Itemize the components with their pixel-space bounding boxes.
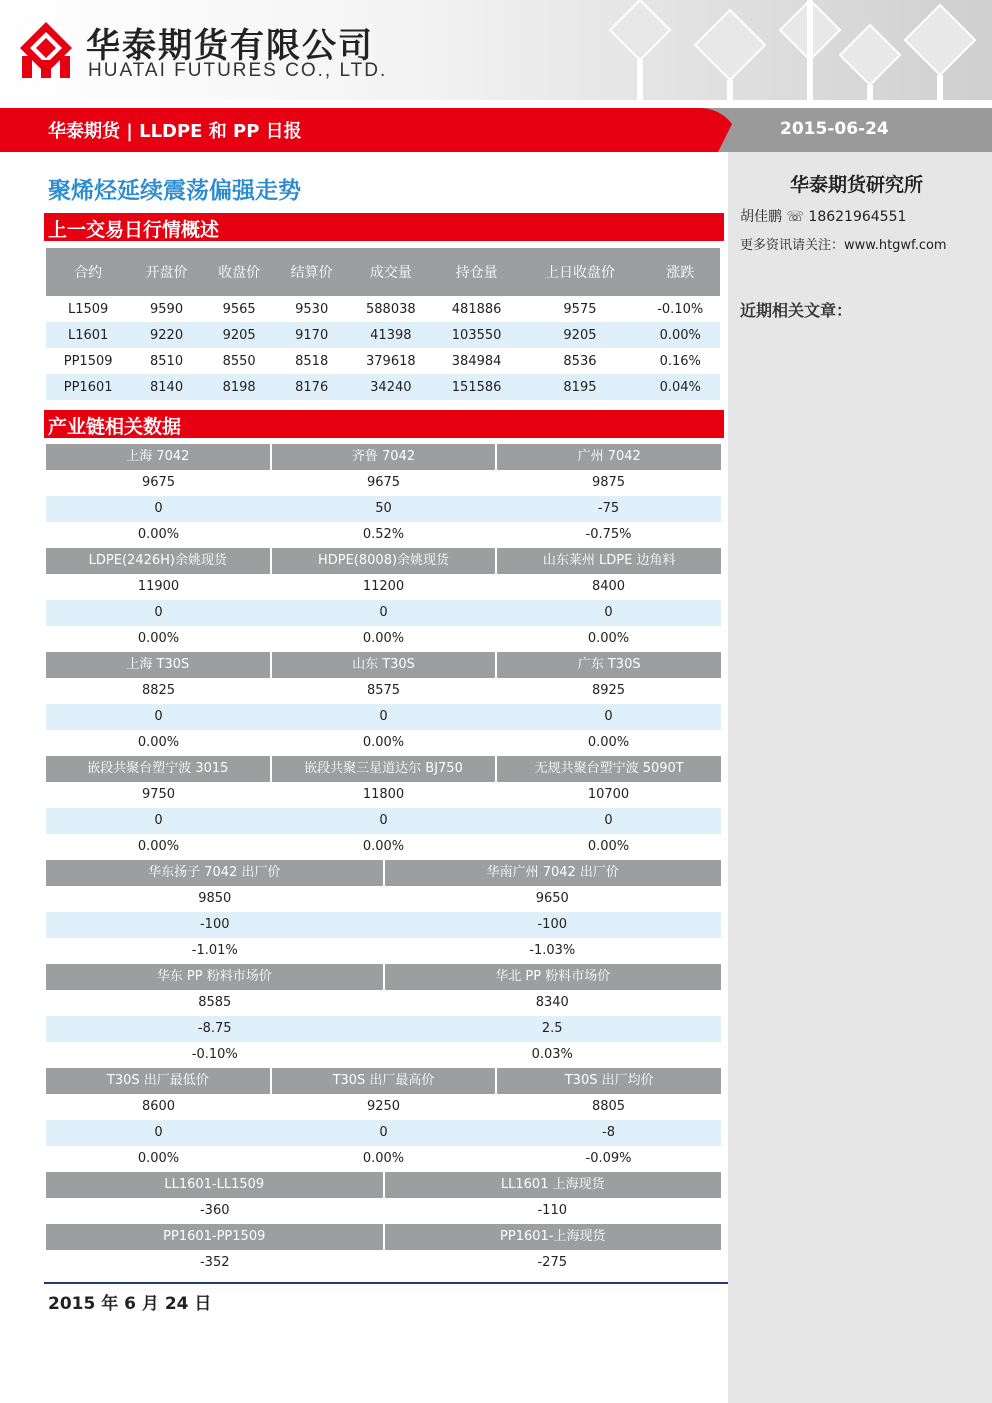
chain-block bbox=[46, 1224, 721, 1276]
chain-cell: 9250 bbox=[366, 1099, 401, 1114]
chain-block bbox=[46, 548, 721, 652]
quote-cell: 8198 bbox=[203, 374, 276, 400]
chain-block-header bbox=[46, 1068, 721, 1094]
chain-cell: 9650 bbox=[535, 891, 569, 906]
chain-cell: 0 bbox=[604, 709, 613, 724]
chain-cell: 0.00% bbox=[362, 1151, 405, 1166]
chain-cell: 0 bbox=[379, 709, 388, 724]
chain-row bbox=[46, 1016, 721, 1042]
quote-cell: 8176 bbox=[275, 374, 348, 400]
chain-cell: 2.5 bbox=[541, 1021, 563, 1036]
chain-cell: 0.00% bbox=[587, 735, 630, 750]
chain-block-header bbox=[46, 964, 721, 990]
chain-row bbox=[46, 730, 721, 756]
chain-cell: 0.00% bbox=[362, 631, 405, 646]
chain-header-cell: LL1601 上海现货 bbox=[500, 1177, 605, 1192]
chain-header-cell: 山东莱州 LDPE 边角料 bbox=[542, 553, 676, 568]
quote-cell: 0.16% bbox=[659, 353, 701, 369]
quote-row bbox=[46, 348, 720, 374]
quote-cell: 0.04% bbox=[640, 374, 720, 400]
chain-header-cell: 华东 PP 粉料市场价 bbox=[46, 964, 385, 990]
institute-name: 华泰期货研究所 bbox=[790, 174, 924, 196]
chain-row bbox=[46, 782, 721, 808]
chain-block bbox=[46, 756, 721, 860]
analyst-contact bbox=[740, 206, 906, 226]
chain-cell: 8805 bbox=[591, 1099, 626, 1114]
quote-cell: 379618 bbox=[366, 353, 416, 369]
chain-cell: 0.52% bbox=[362, 527, 405, 542]
chain-cell: 0.00% bbox=[137, 631, 180, 646]
chain-cell: -100 bbox=[199, 917, 230, 932]
chain-cell: 0.00% bbox=[137, 839, 180, 854]
chain-cell: 9875 bbox=[591, 475, 626, 490]
chain-block-header bbox=[46, 756, 721, 782]
chain-header-cell: 嵌段共聚三星道达尔 BJ750 bbox=[272, 756, 498, 782]
chain-header-cell: LDPE(2426H)余姚现货 bbox=[46, 548, 272, 574]
chain-row bbox=[46, 1146, 721, 1172]
chain-row bbox=[46, 1042, 721, 1068]
chain-cell: 0.00% bbox=[587, 631, 630, 646]
chain-cell: 0.00% bbox=[137, 527, 180, 542]
chain-cell: -352 bbox=[199, 1255, 230, 1270]
chain-cell: 0 bbox=[604, 813, 613, 828]
chain-header-cell: 广州 7042 bbox=[577, 449, 641, 464]
chain-cell: 0 bbox=[154, 605, 163, 620]
chain-block-header bbox=[46, 548, 721, 574]
quote-cell: 9220 bbox=[130, 322, 203, 348]
quote-cell: PP1601 bbox=[46, 374, 130, 400]
chain-cell: 0 bbox=[154, 709, 163, 724]
recent-articles-title: 近期相关文章： bbox=[740, 301, 853, 320]
chain-block bbox=[46, 964, 721, 1068]
chain-block bbox=[46, 1068, 721, 1172]
chain-cell: 0.00% bbox=[137, 735, 180, 750]
chain-row bbox=[46, 704, 721, 730]
quote-row bbox=[46, 374, 720, 400]
quote-header-cell: 合约 bbox=[46, 248, 130, 296]
chain-cell: 0.00% bbox=[587, 839, 630, 854]
chain-header-cell: 华北 PP 粉料市场价 bbox=[495, 969, 611, 984]
quote-table bbox=[46, 248, 720, 400]
quote-cell: 8518 bbox=[295, 353, 329, 369]
quote-cell: 9590 bbox=[150, 301, 184, 317]
quote-cell: 9205 bbox=[519, 322, 640, 348]
chain-header-cell: 山东 T30S bbox=[272, 652, 498, 678]
chain-header-cell: 上海 7042 bbox=[46, 444, 272, 470]
chain-header-cell: PP1601-PP1509 bbox=[46, 1224, 385, 1250]
page-header bbox=[0, 0, 992, 100]
chain-cell: 10700 bbox=[587, 787, 630, 802]
chain-cell: 0 bbox=[154, 501, 163, 516]
quote-table-header bbox=[46, 248, 720, 296]
chain-header-cell: 华南广州 7042 出厂价 bbox=[486, 865, 619, 880]
chain-row bbox=[46, 470, 721, 496]
quote-cell: 41398 bbox=[348, 322, 434, 348]
chain-row bbox=[46, 626, 721, 652]
quote-cell: 9170 bbox=[275, 322, 348, 348]
chain-header-cell: T30S 出厂均价 bbox=[564, 1073, 654, 1088]
chain-cell: -360 bbox=[199, 1203, 230, 1218]
quote-cell: 8510 bbox=[150, 353, 184, 369]
chain-block bbox=[46, 652, 721, 756]
chain-row bbox=[46, 522, 721, 548]
chain-block-header bbox=[46, 1224, 721, 1250]
quote-cell: 588038 bbox=[366, 301, 416, 317]
quote-header-cell: 开盘价 bbox=[130, 248, 203, 296]
chain-block bbox=[46, 444, 721, 548]
section-title: 产业链相关数据 bbox=[48, 416, 182, 438]
chain-cell: -110 bbox=[537, 1203, 567, 1218]
chain-header-cell: 广东 T30S bbox=[577, 657, 641, 672]
chain-row bbox=[46, 496, 721, 522]
chain-row bbox=[46, 1198, 721, 1224]
chain-cell: 8575 bbox=[366, 683, 401, 698]
chain-block bbox=[46, 1172, 721, 1224]
chain-cell: 9850 bbox=[198, 891, 232, 906]
chain-header-cell: 华东扬子 7042 出厂价 bbox=[46, 860, 385, 886]
footer-divider bbox=[44, 1282, 728, 1284]
chain-row bbox=[46, 1120, 721, 1146]
chain-cell: 8400 bbox=[591, 579, 626, 594]
quote-header-cell: 收盘价 bbox=[203, 248, 276, 296]
headline: 聚烯烃延续震荡偏强走势 bbox=[48, 178, 301, 204]
chain-cell: 9750 bbox=[141, 787, 176, 802]
industry-chain-data bbox=[46, 444, 721, 1276]
chain-cell: -100 bbox=[537, 917, 567, 932]
chain-cell: 8925 bbox=[591, 683, 626, 698]
report-date: 2015-06-24 bbox=[780, 119, 889, 139]
chain-block-header bbox=[46, 652, 721, 678]
chain-header-cell: 上海 T30S bbox=[46, 652, 272, 678]
chain-row bbox=[46, 912, 721, 938]
quote-cell: 8536 bbox=[563, 353, 597, 369]
section-title: 上一交易日行情概述 bbox=[48, 219, 220, 241]
section-market-overview bbox=[44, 213, 724, 241]
chain-header-cell: 无规共聚台塑宁波 5090T bbox=[534, 761, 684, 776]
chain-header-cell: 嵌段共聚台塑宁波 3015 bbox=[46, 756, 272, 782]
chain-block-header bbox=[46, 860, 721, 886]
chain-cell: -0.09% bbox=[585, 1151, 632, 1166]
quote-cell: 8550 bbox=[222, 353, 256, 369]
chain-cell: 0.03% bbox=[531, 1047, 573, 1062]
chain-cell: -75 bbox=[597, 501, 620, 516]
chain-cell: 0.00% bbox=[362, 839, 405, 854]
quote-row bbox=[46, 322, 720, 348]
chain-row bbox=[46, 938, 721, 964]
chain-row bbox=[46, 678, 721, 704]
chain-cell: 9675 bbox=[366, 475, 401, 490]
analyst-phone: 18621964551 bbox=[808, 209, 907, 225]
header-decoration bbox=[600, 0, 992, 100]
quote-cell: PP1509 bbox=[63, 353, 113, 369]
quote-table-body bbox=[46, 296, 720, 400]
quote-header-cell: 持仓量 bbox=[434, 248, 520, 296]
chain-cell: 8585 bbox=[198, 995, 232, 1010]
chain-header-cell: LL1601-LL1509 bbox=[46, 1172, 385, 1198]
chain-block-header bbox=[46, 1172, 721, 1198]
chain-cell: 0 bbox=[379, 813, 388, 828]
chain-cell: 0 bbox=[604, 605, 613, 620]
chain-header-cell: T30S 出厂最低价 bbox=[46, 1068, 272, 1094]
quote-cell: 0.00% bbox=[640, 322, 720, 348]
chain-cell: 0 bbox=[154, 813, 163, 828]
chain-cell: 8825 bbox=[141, 683, 176, 698]
chain-cell: 8600 bbox=[141, 1099, 176, 1114]
chain-row bbox=[46, 808, 721, 834]
quote-cell: 481886 bbox=[451, 301, 502, 317]
quote-cell: 8195 bbox=[519, 374, 640, 400]
chain-cell: -0.10% bbox=[191, 1047, 238, 1062]
chain-row bbox=[46, 834, 721, 860]
chain-row bbox=[46, 600, 721, 626]
quote-cell: 9565 bbox=[222, 301, 256, 317]
company-name-cn: 华泰期货有限公司 bbox=[86, 26, 374, 66]
quote-cell: 103550 bbox=[434, 322, 520, 348]
analyst-name: 胡佳鹏 bbox=[740, 209, 782, 225]
chain-cell: -275 bbox=[537, 1255, 567, 1270]
chain-cell: 11200 bbox=[362, 579, 405, 594]
chain-row bbox=[46, 990, 721, 1016]
quote-cell: 8140 bbox=[130, 374, 203, 400]
chain-cell: -8.75 bbox=[197, 1021, 232, 1036]
chain-row bbox=[46, 1250, 721, 1276]
chain-cell: 11800 bbox=[362, 787, 405, 802]
quote-cell: 384984 bbox=[451, 353, 502, 369]
quote-cell: -0.10% bbox=[657, 301, 704, 317]
quote-cell: L1509 bbox=[67, 301, 109, 317]
quote-cell: 151586 bbox=[434, 374, 520, 400]
chain-header-cell: HDPE(8008)余姚现货 bbox=[272, 548, 498, 574]
chain-block-header bbox=[46, 444, 721, 470]
footer-date: 2015 年 6 月 24 日 bbox=[48, 1294, 212, 1314]
quote-row bbox=[46, 296, 720, 322]
quote-header-cell: 成交量 bbox=[348, 248, 434, 296]
chain-cell: -1.01% bbox=[191, 943, 238, 958]
chain-cell: -0.75% bbox=[585, 527, 632, 542]
chain-cell: 0.00% bbox=[137, 1151, 180, 1166]
chain-header-cell: PP1601-上海现货 bbox=[500, 1229, 606, 1244]
chain-cell: 0.00% bbox=[362, 735, 405, 750]
quote-cell: 9205 bbox=[203, 322, 276, 348]
quote-header-cell: 涨跌 bbox=[640, 248, 720, 296]
phone-icon: ☏ bbox=[786, 209, 804, 225]
chain-cell: 11900 bbox=[137, 579, 180, 594]
quote-cell: 9530 bbox=[295, 301, 329, 317]
chain-cell: -8 bbox=[602, 1125, 615, 1140]
title-bar bbox=[0, 108, 992, 152]
chain-cell: 9675 bbox=[141, 475, 176, 490]
chain-cell: 0 bbox=[379, 1125, 388, 1140]
chain-row bbox=[46, 1094, 721, 1120]
sidebar bbox=[728, 152, 992, 1403]
chain-cell: 50 bbox=[375, 501, 392, 516]
quote-cell: 9575 bbox=[563, 301, 597, 317]
quote-header-cell: 上日收盘价 bbox=[519, 248, 640, 296]
section-industry-chain bbox=[44, 410, 724, 438]
follow-link[interactable]: 更多资讯请关注：www.htgwf.com bbox=[740, 238, 947, 253]
quote-cell: 34240 bbox=[348, 374, 434, 400]
chain-cell: -1.03% bbox=[529, 943, 576, 958]
report-title: 华泰期货 | LLDPE 和 PP 日报 bbox=[48, 121, 302, 142]
chain-header-cell: 齐鲁 7042 bbox=[272, 444, 498, 470]
chain-header-cell: T30S 出厂最高价 bbox=[272, 1068, 498, 1094]
chain-cell: 0 bbox=[379, 605, 388, 620]
chain-cell: 8340 bbox=[535, 995, 569, 1010]
quote-cell: L1601 bbox=[46, 322, 130, 348]
chain-cell: 0 bbox=[154, 1125, 163, 1140]
chain-row bbox=[46, 574, 721, 600]
huatai-logo-icon bbox=[18, 20, 74, 80]
chain-block bbox=[46, 860, 721, 964]
quote-header-cell: 结算价 bbox=[275, 248, 348, 296]
company-name-en: HUATAI FUTURES CO., LTD. bbox=[88, 60, 388, 81]
chain-row bbox=[46, 886, 721, 912]
